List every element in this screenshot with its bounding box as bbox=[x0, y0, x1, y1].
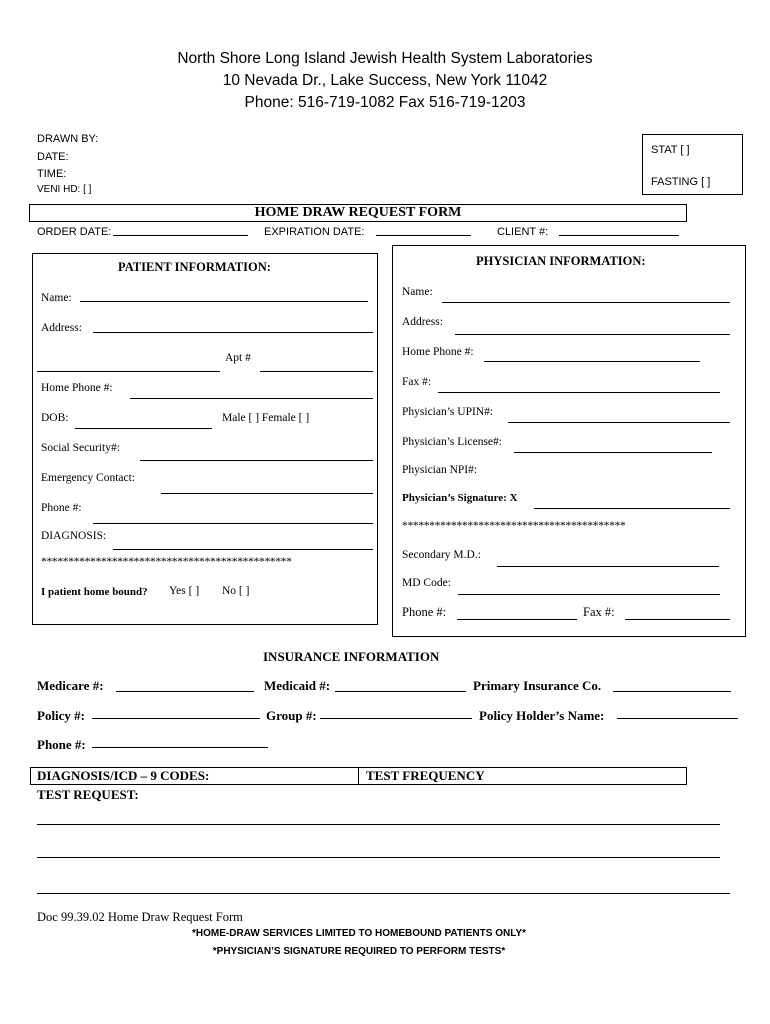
physician-signature-field[interactable] bbox=[534, 508, 730, 509]
ssn-field[interactable] bbox=[140, 460, 373, 461]
homebound-no-checkbox[interactable]: No [ ] bbox=[222, 585, 250, 597]
physician-fax2-label: Fax #: bbox=[583, 605, 615, 619]
policy-label: Policy #: bbox=[37, 708, 86, 723]
diagnosis-icd-label: DIAGNOSIS/ICD – 9 CODES: bbox=[37, 768, 210, 783]
veni-hd-checkbox[interactable]: VENI HD: [ ] bbox=[37, 184, 92, 195]
diagnosis-field[interactable] bbox=[113, 549, 373, 550]
patient-phone-label: Phone #: bbox=[41, 502, 82, 514]
expiration-date-field[interactable] bbox=[376, 235, 471, 236]
physician-stars-divider: ***************************************** bbox=[402, 520, 626, 532]
fasting-checkbox[interactable]: FASTING [ ] bbox=[651, 176, 711, 188]
physician-signature-label: Physician’s Signature: X bbox=[402, 492, 518, 504]
physician-phone-field[interactable] bbox=[457, 619, 577, 620]
patient-phone-field[interactable] bbox=[93, 523, 373, 524]
test-request-line-3[interactable] bbox=[37, 893, 730, 894]
policy-holder-field[interactable] bbox=[617, 718, 738, 719]
lab-phone: Phone: 516-719-1082 Fax 516-719-1203 bbox=[244, 94, 526, 111]
dob-label: DOB: bbox=[41, 412, 69, 424]
test-request-line-1[interactable] bbox=[37, 824, 720, 825]
license-label: Physician’s License#: bbox=[402, 436, 502, 448]
physician-address-field[interactable] bbox=[455, 334, 730, 335]
client-field[interactable] bbox=[559, 235, 679, 236]
patient-stars-divider: ********************************************** bbox=[41, 556, 292, 568]
homebound-yes-checkbox[interactable]: Yes [ ] bbox=[169, 585, 200, 597]
group-label: Group #: bbox=[266, 708, 317, 723]
patient-name-field[interactable] bbox=[80, 301, 368, 302]
patient-info-title: PATIENT INFORMATION: bbox=[118, 260, 271, 274]
dob-field[interactable] bbox=[75, 428, 212, 429]
patient-address-label: Address: bbox=[41, 322, 82, 334]
secondary-md-label: Secondary M.D.: bbox=[402, 549, 481, 561]
secondary-md-field[interactable] bbox=[497, 566, 719, 567]
codes-table-divider bbox=[358, 767, 359, 785]
doc-id: Doc 99.39.02 Home Draw Request Form bbox=[37, 910, 243, 924]
test-request-label: TEST REQUEST: bbox=[37, 787, 139, 802]
insurance-title: INSURANCE INFORMATION bbox=[263, 649, 440, 664]
apt-label: Apt # bbox=[225, 352, 251, 364]
drawn-by-label: DRAWN BY: bbox=[37, 133, 99, 145]
apt-field[interactable] bbox=[260, 371, 373, 372]
client-label: CLIENT #: bbox=[497, 226, 549, 238]
physician-home-phone-field[interactable] bbox=[484, 361, 700, 362]
policy-field[interactable] bbox=[92, 718, 260, 719]
order-date-label: ORDER DATE: bbox=[37, 226, 112, 238]
patient-name-label: Name: bbox=[41, 292, 72, 304]
policy-holder-label: Policy Holder’s Name: bbox=[479, 708, 605, 723]
homebound-note: *HOME-DRAW SERVICES LIMITED TO HOMEBOUND PATIENTS ONLY* bbox=[192, 928, 526, 939]
physician-info-title: PHYSICIAN INFORMATION: bbox=[476, 254, 646, 268]
sex-checkboxes[interactable]: Male [ ] Female [ ] bbox=[222, 412, 310, 424]
primary-insurance-field[interactable] bbox=[613, 691, 731, 692]
physician-fax2-field[interactable] bbox=[625, 619, 730, 620]
patient-home-phone-label: Home Phone #: bbox=[41, 382, 113, 394]
npi-label: Physician NPI#: bbox=[402, 464, 478, 476]
expiration-date-label: EXPIRATION DATE: bbox=[264, 226, 365, 238]
patient-info-box bbox=[32, 253, 378, 625]
insurance-phone-field[interactable] bbox=[92, 747, 268, 748]
diagnosis-label: DIAGNOSIS: bbox=[41, 530, 107, 542]
lab-name: North Shore Long Island Jewish Health System Laboratories bbox=[177, 50, 593, 67]
medicaid-label: Medicaid #: bbox=[264, 678, 331, 693]
physician-phone-label: Phone #: bbox=[402, 605, 447, 619]
order-date-field[interactable] bbox=[113, 235, 248, 236]
physician-fax-label: Fax #: bbox=[402, 376, 432, 388]
ssn-label: Social Security#: bbox=[41, 442, 120, 454]
stat-checkbox[interactable]: STAT [ ] bbox=[651, 144, 690, 156]
patient-home-phone-field[interactable] bbox=[130, 398, 373, 399]
emergency-contact-field[interactable] bbox=[161, 493, 373, 494]
physician-name-label: Name: bbox=[402, 286, 433, 298]
medicaid-field[interactable] bbox=[335, 691, 466, 692]
md-code-field[interactable] bbox=[458, 594, 720, 595]
date-label: DATE: bbox=[37, 151, 69, 163]
physician-address-label: Address: bbox=[402, 316, 443, 328]
group-field[interactable] bbox=[320, 718, 472, 719]
signature-note: *PHYSICIAN’S SIGNATURE REQUIRED TO PERFORM TESTS* bbox=[212, 946, 506, 957]
medicare-field[interactable] bbox=[116, 691, 254, 692]
time-label: TIME: bbox=[37, 168, 67, 180]
medicare-label: Medicare #: bbox=[37, 678, 104, 693]
primary-insurance-label: Primary Insurance Co. bbox=[473, 678, 602, 693]
upin-field[interactable] bbox=[508, 422, 730, 423]
homebound-question: I patient home bound? bbox=[41, 586, 148, 598]
physician-fax-field[interactable] bbox=[438, 392, 720, 393]
patient-address-field[interactable] bbox=[93, 332, 373, 333]
physician-home-phone-label: Home Phone #: bbox=[402, 346, 474, 358]
test-request-line-2[interactable] bbox=[37, 857, 720, 858]
form-title: HOME DRAW REQUEST FORM bbox=[254, 205, 462, 220]
insurance-phone-label: Phone #: bbox=[37, 737, 86, 752]
upin-label: Physician’s UPIN#: bbox=[402, 406, 494, 418]
license-field[interactable] bbox=[514, 452, 712, 453]
physician-name-field[interactable] bbox=[442, 302, 730, 303]
emergency-contact-label: Emergency Contact: bbox=[41, 472, 135, 484]
lab-address: 10 Nevada Dr., Lake Success, New York 11042 bbox=[222, 72, 548, 89]
patient-address-line2-field[interactable] bbox=[37, 371, 220, 372]
md-code-label: MD Code: bbox=[402, 577, 451, 589]
test-frequency-label: TEST FREQUENCY bbox=[366, 768, 485, 783]
